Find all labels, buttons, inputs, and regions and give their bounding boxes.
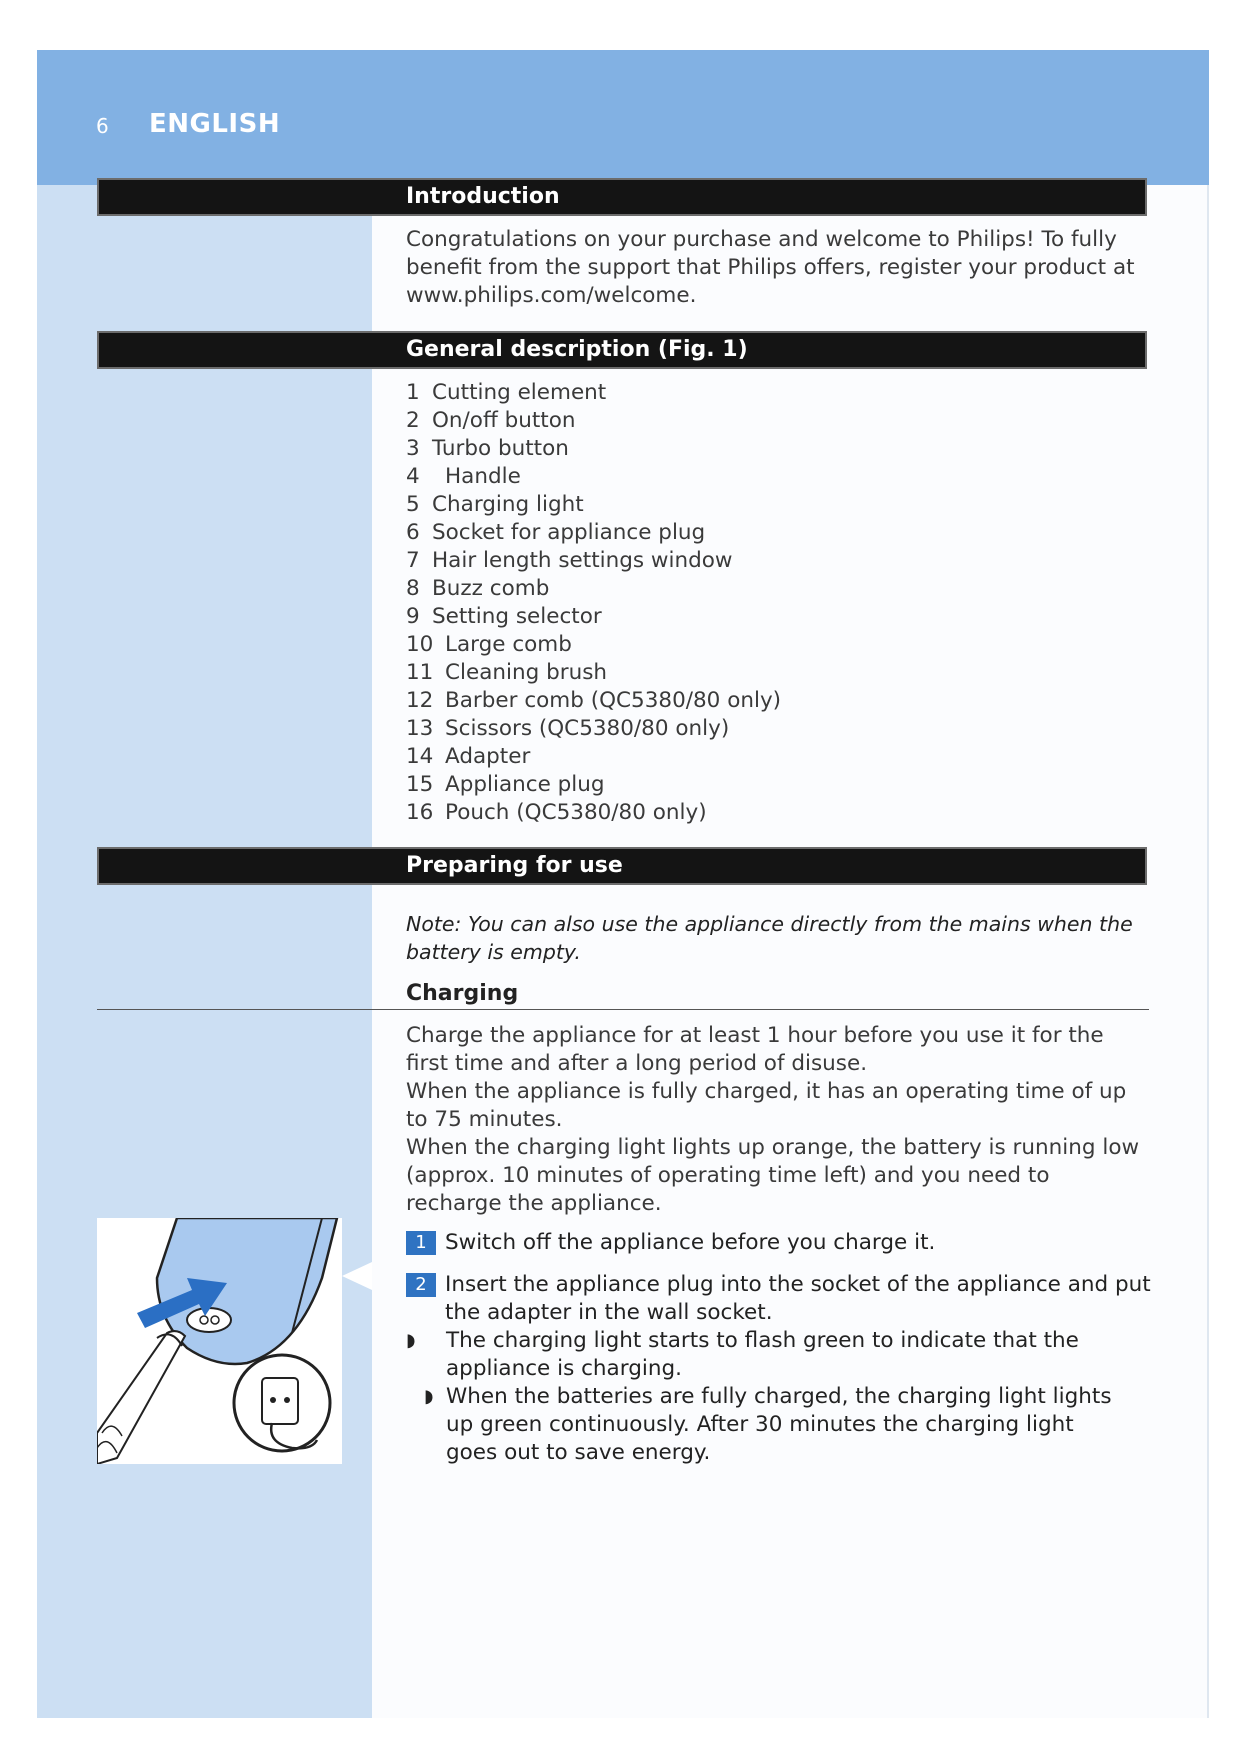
bullet-icon: ◗ <box>406 1330 416 1351</box>
step-2 <box>406 1271 1151 1327</box>
socket-icon <box>187 1308 231 1332</box>
charging-illustration-svg <box>97 1218 342 1464</box>
language-title: ENGLISH <box>149 109 281 139</box>
list-item: 13 Scissors (QC5380/80 only) <box>406 716 730 741</box>
step-text: Switch off the appliance before you charge it. <box>445 1230 936 1255</box>
bullet-1 <box>406 1327 1146 1383</box>
bullet-text: The charging light starts to flash green to indicate that the appliance is charging. <box>446 1328 1079 1381</box>
paragraph: When the appliance is fully charged, it has an operating time of up to 75 minutes. <box>406 1079 1127 1132</box>
list-item: 14 Adapter <box>406 744 531 769</box>
list-item: 9 Setting selector <box>406 604 602 629</box>
list-item: 1 Cutting element <box>406 380 607 405</box>
list-item: 3 Turbo button <box>406 436 569 461</box>
list-item: 5 Charging light <box>406 492 584 517</box>
list-item: 7 Hair length settings window <box>406 548 733 573</box>
preparing-title: Preparing for use <box>406 853 623 878</box>
paragraph: When the charging light lights up orange, the battery is running low (approx. 10 minutes of operating time left) and you need to recharge the appliance. <box>406 1135 1140 1216</box>
list-item: 11 Cleaning brush <box>406 660 608 685</box>
note-text: Note: You can also use the appliance directly from the mains when the battery is empty. <box>406 912 1133 964</box>
appliance-body-shape <box>157 1218 337 1364</box>
general-description-title: General description (Fig. 1) <box>406 337 748 362</box>
parts-list <box>406 379 781 827</box>
list-item: 16 Pouch (QC5380/80 only) <box>406 800 707 825</box>
right-edge-line <box>1207 185 1209 1718</box>
page-number: 6 <box>96 114 109 138</box>
introduction-bar <box>97 178 1147 216</box>
introduction-text: Congratulations on your purchase and welcome to Philips! To fully benefit from the support that Philips offers, register your product at www.philips.com/welcome. <box>406 227 1135 308</box>
figure-pointer <box>342 1262 372 1290</box>
left-margin-column <box>37 185 372 1718</box>
charging-heading: Charging <box>406 981 519 1006</box>
charging-illustration <box>97 1218 342 1464</box>
bullet-text: When the batteries are fully charged, the charging light lights up green continuously. After 30 minutes the charging light goes out to save energy. <box>446 1384 1112 1465</box>
introduction-title: Introduction <box>406 184 560 209</box>
list-item: 10 Large comb <box>406 632 572 657</box>
list-item: 15 Appliance plug <box>406 772 605 797</box>
list-item: 2 On/off button <box>406 408 576 433</box>
step-1 <box>406 1229 1151 1257</box>
heading-rule <box>97 1009 1149 1010</box>
step-number-badge: 1 <box>406 1231 436 1255</box>
bullet-2 <box>424 1383 1124 1467</box>
list-item: 6 Socket for appliance plug <box>406 520 706 545</box>
list-item: 4 Handle <box>406 464 521 489</box>
charging-paragraphs <box>406 1022 1146 1218</box>
paragraph: Charge the appliance for at least 1 hour before you use it for the first time and after a long period of disuse. <box>406 1023 1104 1076</box>
list-item: 8 Buzz comb <box>406 576 550 601</box>
step-number-badge: 2 <box>406 1273 436 1297</box>
step-text: Insert the appliance plug into the socket of the appliance and put the adapter in the wall socket. <box>445 1272 1151 1325</box>
wall-socket-icon <box>262 1378 298 1424</box>
bullet-icon: ◗ <box>424 1386 434 1407</box>
list-item: 12 Barber comb (QC5380/80 only) <box>406 688 782 713</box>
